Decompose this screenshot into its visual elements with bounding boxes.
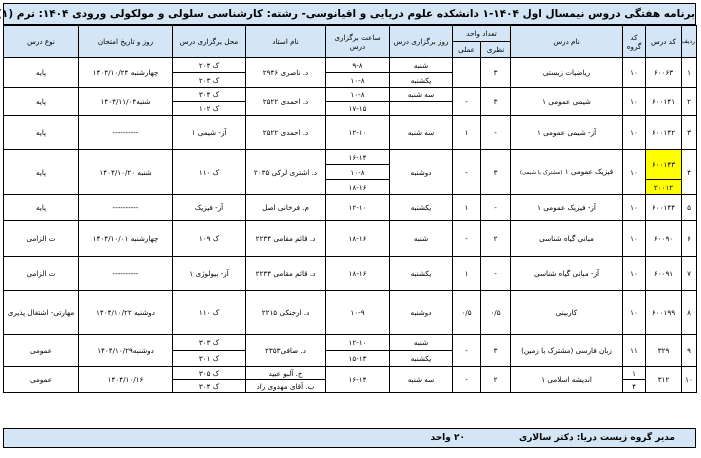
cell-group: ۱۰ — [623, 150, 646, 195]
header-group: کد گروه — [623, 26, 646, 58]
cell-group: ۱۰ — [623, 221, 646, 257]
cell-teacher: د. ناصری ۲۹۴۶ — [246, 58, 326, 88]
header-exam: روز و تاریخ امتحان — [79, 26, 173, 58]
cell-day: سه شنبه — [390, 116, 453, 150]
cell-group: ۱۰ — [623, 116, 646, 150]
cell-name: اندیشه اسلامی ۱ — [511, 367, 623, 393]
cell-place: ک ۲۰۳ — [173, 73, 246, 88]
header-type: نوع درس — [4, 26, 79, 58]
cell-exam: دوشنبه ۱۴۰۴/۱۰/۲۲ — [79, 291, 173, 335]
header-time: ساعت برگزاری درس — [326, 26, 390, 58]
cell-row: ۹ — [682, 335, 697, 367]
cell-code: ۳۲۹ — [646, 335, 682, 367]
cell-row: ۱۰ — [682, 367, 697, 393]
cell-place: آز- شیمی ۱ — [173, 116, 246, 150]
cell-name: کاربینی — [511, 291, 623, 335]
cell-theory: ۳ — [481, 88, 511, 116]
cell-row: ۷ — [682, 257, 697, 291]
cell-time: ۱۸-۱۶ — [326, 257, 390, 291]
cell-group: ۱۰ — [623, 58, 646, 88]
cell-code: ۲۰۰۱۲ — [646, 180, 682, 195]
cell-type: عمومی — [4, 367, 79, 393]
cell-code: ۶۰۰۱۴۲ — [646, 116, 682, 150]
cell-teacher: د. قائم مقامی ۲۲۳۴ — [246, 257, 326, 291]
cell-practical: - — [453, 88, 481, 116]
cell-exam: دوشنبه۱۴۰۴/۱۰/۲۹ — [79, 335, 173, 367]
cell-row: ۶ — [682, 221, 697, 257]
cell-practical: - — [453, 221, 481, 257]
cell-day — [390, 102, 453, 116]
cell-code: ۶۰۰۱۹۹ — [646, 291, 682, 335]
cell-code: ۶۰۰۱۴۱ — [646, 88, 682, 116]
cell-time: ۱۰-۸ — [326, 88, 390, 102]
cell-place: ک ۳۰۵ — [173, 367, 246, 380]
cell-row: ۲ — [682, 88, 697, 116]
cell-group: ۱۰ — [623, 195, 646, 221]
cell-code: ۶۰۰۱۴۳ — [646, 150, 682, 180]
cell-exam: ---------- — [79, 257, 173, 291]
cell-practical — [453, 58, 481, 88]
cell-group: ۱۰ — [623, 88, 646, 116]
cell-group: ۱۱ — [623, 335, 646, 367]
header-practical: عملی — [453, 42, 481, 58]
cell-time: ۱۲-۱۰ — [326, 335, 390, 351]
cell-practical: ۱ — [453, 116, 481, 150]
cell-teacher: م. فرخانی اصل — [246, 195, 326, 221]
cell-code: ۶۰۰۱۴۴ — [646, 195, 682, 221]
cell-time: ۱۰-۸ — [326, 73, 390, 88]
cell-type: مهارتی- اشتغال پذیری — [4, 291, 79, 335]
cell-place: ک ۳۰۴ — [173, 88, 246, 102]
cell-place: ک ۱۱۰ — [173, 150, 246, 195]
cell-theory: ۳ — [481, 150, 511, 195]
header-row: ردیف — [682, 26, 697, 58]
header-day: روز برگزاری درس — [390, 26, 453, 58]
cell-practical: - — [453, 150, 481, 195]
cell-theory: ۲ — [481, 367, 511, 393]
cell-exam: چهارشنبه ۱۴۰۴/۱۰/۰۱ — [79, 221, 173, 257]
cell-day: یکشنبه — [390, 257, 453, 291]
cell-type: ت الزامی — [4, 221, 79, 257]
cell-time: ۱۸-۱۶ — [326, 221, 390, 257]
cell-row: ۱ — [682, 58, 697, 88]
cell-day: سه شنبه — [390, 88, 453, 102]
cell-place: ک ۳۰۳ — [173, 335, 246, 351]
header-units: تعداد واحد — [453, 26, 511, 42]
cell-exam: ---------- — [79, 195, 173, 221]
cell-day: سه شنبه — [390, 367, 453, 393]
header-name: نام درس — [511, 26, 623, 58]
cell-type: ت الزامی — [4, 257, 79, 291]
footer-manager: مدیر گروه زیست دریا: دکتر سالاری — [518, 433, 675, 443]
header-teacher: نام استاد — [246, 26, 326, 58]
cell-time: ۱۰-۹ — [326, 291, 390, 335]
cell-name: زبان فارسی (مشترک با زمین) — [511, 335, 623, 367]
cell-type: عمومی — [4, 335, 79, 367]
cell-day: یکشنبه — [390, 195, 453, 221]
cell-teacher: ب. آقای مهدوی راد — [246, 380, 326, 393]
cell-group: ۴ — [623, 380, 646, 393]
cell-day: یکشنبه — [390, 73, 453, 88]
cell-place: آز- فیزیک — [173, 195, 246, 221]
cell-time: ۹-۸ — [326, 58, 390, 73]
cell-group: ۱۰ — [623, 291, 646, 335]
cell-teacher: د. ارجنکی ۲۲۱۵ — [246, 291, 326, 335]
cell-day: یکشنبه — [390, 351, 453, 367]
cell-theory: - — [481, 257, 511, 291]
cell-teacher: خ. آلبو عبید — [246, 367, 326, 380]
cell-type: پایه — [4, 195, 79, 221]
cell-time: ۱۷-۱۵ — [326, 102, 390, 116]
cell-exam: ---------- — [79, 116, 173, 150]
cell-time: ۱۲-۱۰ — [326, 195, 390, 221]
cell-row: ۵ — [682, 195, 697, 221]
header-place: محل برگزاری درس — [173, 26, 246, 58]
cell-name: آز- شیمی عمومی ۱ — [511, 116, 623, 150]
cell-place: ک ۱۰۹ — [173, 221, 246, 257]
cell-place: ک ۱۱۰ — [173, 291, 246, 335]
cell-day: شنبه — [390, 335, 453, 351]
cell-day: دوشنبه — [390, 150, 453, 195]
cell-teacher: د. اشتری لرکی ۲۰۳۵ — [246, 150, 326, 195]
cell-name: آز- مبانی گیاه شناسی — [511, 257, 623, 291]
cell-type: پایه — [4, 116, 79, 150]
cell-time: ۱۶-۱۴ — [326, 150, 390, 165]
cell-code: ۶۰۰۹۱ — [646, 257, 682, 291]
cell-day: شنبه — [390, 58, 453, 73]
cell-practical: - — [453, 335, 481, 367]
cell-practical: ۱ — [453, 257, 481, 291]
cell-practical: ۱ — [453, 195, 481, 221]
cell-day: شنبه — [390, 221, 453, 257]
cell-teacher: د. قائم مقامی ۲۲۳۴ — [246, 221, 326, 257]
cell-time: ۱۵-۱۳ — [326, 351, 390, 367]
cell-practical: ۰/۵ — [453, 291, 481, 335]
cell-exam: شنبه۱۴۰۴/۱۱/۰۴ — [79, 88, 173, 116]
cell-name: مبانی گیاه شناسی — [511, 221, 623, 257]
header-code: کد درس — [646, 26, 682, 58]
cell-theory: ۳ — [481, 335, 511, 367]
cell-code: ۶۰۰۶۳ — [646, 58, 682, 88]
cell-code: ۶۰۰۹۰ — [646, 221, 682, 257]
cell-name: ریاضیات زیستی — [511, 58, 623, 88]
cell-exam: چهارشنبه ۱۴۰۴/۱۰/۲۴ — [79, 58, 173, 88]
cell-theory: - — [481, 116, 511, 150]
page-title: برنامه هفتگی دروس نیمسال اول ۱۴۰۴-۱ دانشکده علوم دریایی و اقیانوسی- رشته: کارشناسی سلولی و مولکولی ورودی ۱۴۰۴: ترم (۱ — [3, 3, 696, 25]
cell-time: ۱۶-۱۴ — [326, 367, 390, 393]
cell-theory: ۰/۵ — [481, 291, 511, 335]
cell-theory: ۳ — [481, 58, 511, 88]
cell-name: شیمی عمومی ۱ — [511, 88, 623, 116]
cell-name — [511, 150, 623, 195]
footer-total-units: ۲۰ واحد — [430, 433, 465, 443]
cell-exam: شنبه ۱۴۰۴/۱۰/۲۰ — [79, 150, 173, 195]
cell-day: دوشنبه — [390, 291, 453, 335]
footer-bar — [3, 428, 696, 448]
cell-place: ک ۱۰۲ — [173, 102, 246, 116]
cell-name: آز- فیزیک عمومی ۱ — [511, 195, 623, 221]
cell-place: ک ۳۰۴ — [173, 380, 246, 393]
cell-type: پایه — [4, 150, 79, 195]
header-theory: نظری — [481, 42, 511, 58]
cell-type: پایه — [4, 88, 79, 116]
course-name: فیزیک عمومی ۱ — [564, 166, 614, 176]
cell-theory: ۲ — [481, 221, 511, 257]
cell-row: ۳ — [682, 116, 697, 150]
cell-practical: - — [453, 367, 481, 393]
schedule-table — [3, 25, 697, 393]
cell-teacher: د. احمدی ۲۵۲۲ — [246, 116, 326, 150]
cell-row: ۸ — [682, 291, 697, 335]
cell-row: ۴ — [682, 150, 697, 195]
cell-time: ۱۲-۱۰ — [326, 116, 390, 150]
cell-code: ۳۱۲ — [646, 367, 682, 393]
cell-place: ک ۳۰۱ — [173, 351, 246, 367]
course-note: (مشترک با شیمی) — [519, 169, 563, 176]
cell-place: ک ۲۰۴ — [173, 58, 246, 73]
cell-theory: - — [481, 195, 511, 221]
cell-place: آز- بیولوژی ۱ — [173, 257, 246, 291]
cell-teacher: د. احمدی ۲۵۲۲ — [246, 88, 326, 116]
cell-type: پایه — [4, 58, 79, 88]
cell-teacher: د. صافی۲۳۵۳ — [246, 335, 326, 367]
cell-time: ۱۸-۱۶ — [326, 180, 390, 195]
cell-group: ۱ — [623, 367, 646, 380]
cell-exam: ۱۴۰۴/۱۰/۱۶ — [79, 367, 173, 393]
cell-time: ۱۰-۸ — [326, 165, 390, 180]
cell-group: ۱۰ — [623, 257, 646, 291]
